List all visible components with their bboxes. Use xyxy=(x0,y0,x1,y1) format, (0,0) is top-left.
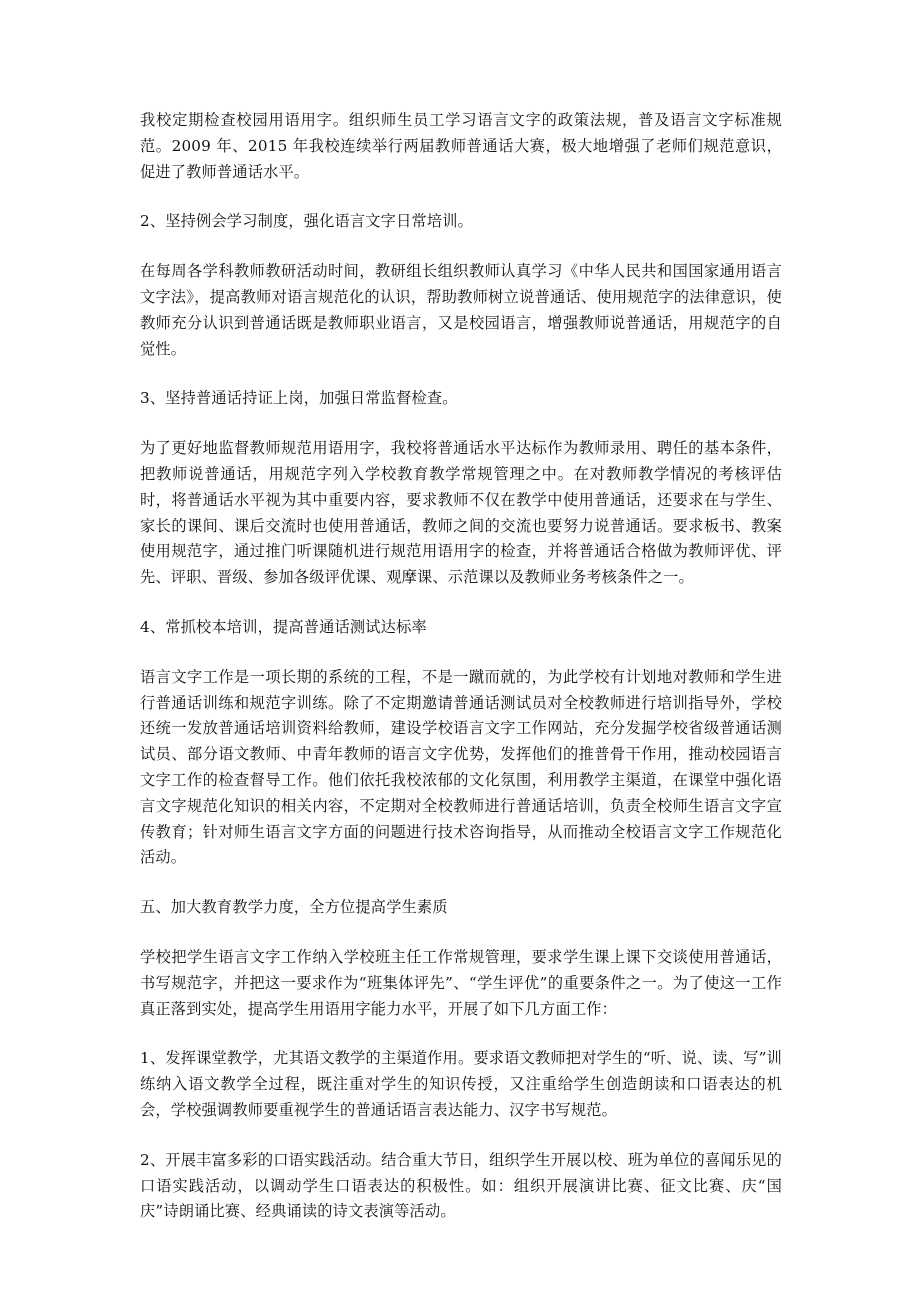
paragraph-item-2-activities: 2、开展丰富多彩的口语实践活动。结合重大节日，组织学生开展以校、班为单位的喜闻乐见的口语实践活动，以调动学生口语表达的积极性。如：组织开展演讲比赛、征文比赛、庆“国庆”诗朗诵比赛、经典诵读的诗文表演等活动。 xyxy=(140,1150,782,1221)
document-body xyxy=(140,108,782,1225)
paragraph-intro: 我校定期检查校园用语用字。组织师生员工学习语言文字的政策法规，普及语言文字标准规范。2009 年、2015 年我校连续举行两届教师普通话大赛，极大地增强了老师们规范意识，促进了教师普通话水平。 xyxy=(140,111,782,181)
section-heading-five: 五、加大教育教学力度，全方位提高学生素质 xyxy=(140,898,448,917)
heading-item-3: 3、坚持普通话持证上岗，加强日常监督检查。 xyxy=(140,389,458,408)
paragraph-item-1: 1、发挥课堂教学，尤其语文教学的主渠道作用。要求语文教师把对学生的“听、说、读、写”训练纳入语文教学全过程，既注重对学生的知识传授，又注重给学生创造朗读和口语表达的机会，学校强调教师要重视学生的普通话语言表达能力、汉字书写规范。 xyxy=(140,1049,782,1119)
paragraph-item-3: 为了更好地监督教师规范用语用字，我校将普通话水平达标作为教师录用、聘任的基本条件，把教师说普通话，用规范字列入学校教育教学常规管理之中。在对教师教学情况的考核评估时，将普通话水平视为其中重要内容，要求教师不仅在教学中使用普通话，还要求在与学生、家长的课间、课后交流时也使用普通话，教师之间的交流也要努力说普通话。要求板书、教案使用规范字，通过推门听课随机进行规范用语用字的检查，并将普通话合格做为教师评优、评先、评职、晋级、参加各级评优课、观摩课、示范课以及教师业务考核条件之一。 xyxy=(140,439,782,587)
paragraph-item-4: 语言文字工作是一项长期的系统的工程，不是一蹴而就的，为此学校有计划地对教师和学生进行普通话训练和规范字训练。除了不定期邀请普通话测试员对全校教师进行培训指导外，学校还统一发放普通话培训资料给教师，建设学校语言文字工作网站，充分发掘学校省级普通话测试员、部分语文教师、中青年教师的语言文字优势，发挥他们的推普骨干作用，推动校园语言文字工作的检查督导工作。他们依托我校浓郁的文化氛围，利用教学主渠道，在课堂中强化语言文字规范化知识的相关内容，不定期对全校教师进行普通话培训，负责全校师生语言文字宣传教育；针对师生语言文字方面的问题进行技术咨询指导，从而推动全校语言文字工作规范化活动。 xyxy=(140,667,782,867)
heading-item-4: 4、常抓校本培训，提高普通话测试达标率 xyxy=(140,617,427,636)
paragraph-item-2: 在每周各学科教师教研活动时间，教研组长组织教师认真学习《中华人民共和国国家通用语言文字法》，提高教师对语言规范化的认识，帮助教师树立说普通话、使用规范字的法律意识，使教师充分认识到普通话既是教师职业语言，又是校园语言，增强教师说普通话，用规范字的自觉性。 xyxy=(140,262,782,358)
heading-item-2: 2、坚持例会学习制度，强化语言文字日常培训。 xyxy=(140,212,474,231)
paragraph-section-five: 学校把学生语言文字工作纳入学校班主任工作常规管理，要求学生课上课下交谈使用普通话，书写规范字，并把这一要求作为“班集体评先”、“学生评优”的重要条件之一。为了使这一工作真正落到实处，提高学生用语用字能力水平，开展了如下几方面工作： xyxy=(140,947,782,1018)
